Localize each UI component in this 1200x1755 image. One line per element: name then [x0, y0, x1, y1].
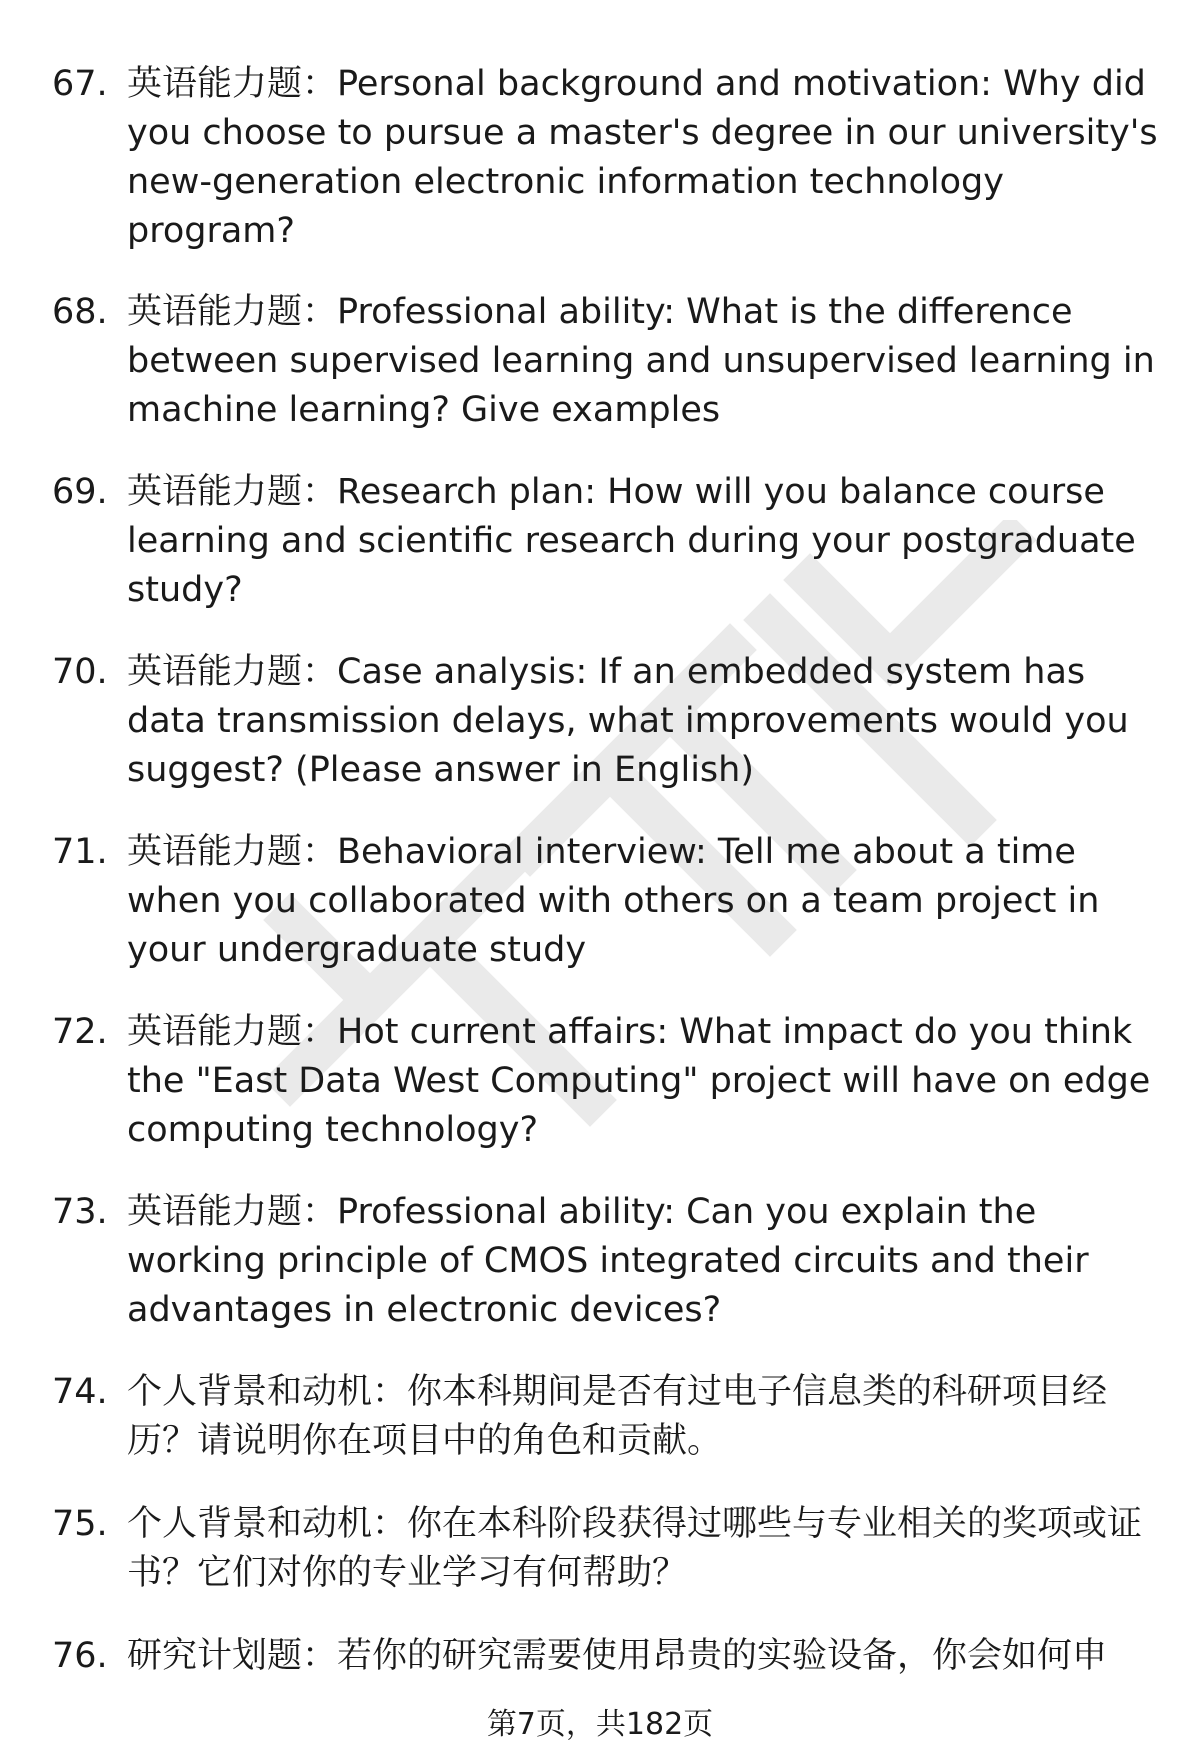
question-number: 70. — [52, 652, 108, 692]
question-item-67 — [52, 60, 1162, 256]
question-text: 研究计划题：若你的研究需要使用昂贵的实验设备，你会如何申 — [127, 1636, 1108, 1676]
question-number: 75. — [52, 1504, 108, 1544]
question-text: 英语能力题：Behavioral interview: Tell me about a time when you collaborated with others on a team project in your undergraduate study — [127, 832, 1100, 970]
question-number: 67. — [52, 64, 108, 104]
question-text: 英语能力题：Case analysis: If an embedded system has data transmission delays, what improvements would you suggest? (Please answer in English) — [127, 652, 1129, 790]
question-text: 个人背景和动机：你在本科阶段获得过哪些与专业相关的奖项或证书？它们对你的专业学习有何帮助？ — [127, 1504, 1143, 1593]
question-text: 个人背景和动机：你本科期间是否有过电子信息类的科研项目经历？请说明你在项目中的角色和贡献。 — [127, 1372, 1108, 1461]
question-item-75 — [52, 1500, 1162, 1598]
question-number: 68. — [52, 292, 108, 332]
question-item-76 — [52, 1632, 1162, 1681]
question-number: 74. — [52, 1372, 108, 1412]
question-number: 76. — [52, 1636, 108, 1676]
question-text: 英语能力题：Professional ability: What is the difference between supervised learning and unsupervised learning in machine learning? Give examples — [127, 292, 1155, 430]
question-number: 73. — [52, 1192, 108, 1232]
question-text: 英语能力题：Professional ability: Can you explain the working principle of CMOS integrated circuits and their advantages in electronic devices? — [127, 1192, 1089, 1330]
question-item-70 — [52, 648, 1162, 795]
question-item-72 — [52, 1008, 1162, 1155]
question-item-68 — [52, 288, 1162, 435]
page-footer — [0, 1705, 1200, 1745]
question-item-74 — [52, 1368, 1162, 1466]
question-number: 69. — [52, 472, 108, 512]
question-text: 英语能力题：Hot current affairs: What impact do you think the "East Data West Computing" project will have on edge computing technology? — [127, 1012, 1151, 1150]
question-text: 英语能力题：Research plan: How will you balance course learning and scientific research during your postgraduate study? — [127, 472, 1136, 610]
question-item-69 — [52, 468, 1162, 615]
question-item-73 — [52, 1188, 1162, 1335]
question-number: 72. — [52, 1012, 108, 1052]
question-text: 英语能力题：Personal background and motivation: Why did you choose to pursue a master's degree in our university's new-generation electronic information technology program? — [127, 64, 1158, 251]
question-number: 71. — [52, 832, 108, 872]
question-item-71 — [52, 828, 1162, 975]
page-number-label: 第7页，共182页 — [486, 1707, 714, 1742]
